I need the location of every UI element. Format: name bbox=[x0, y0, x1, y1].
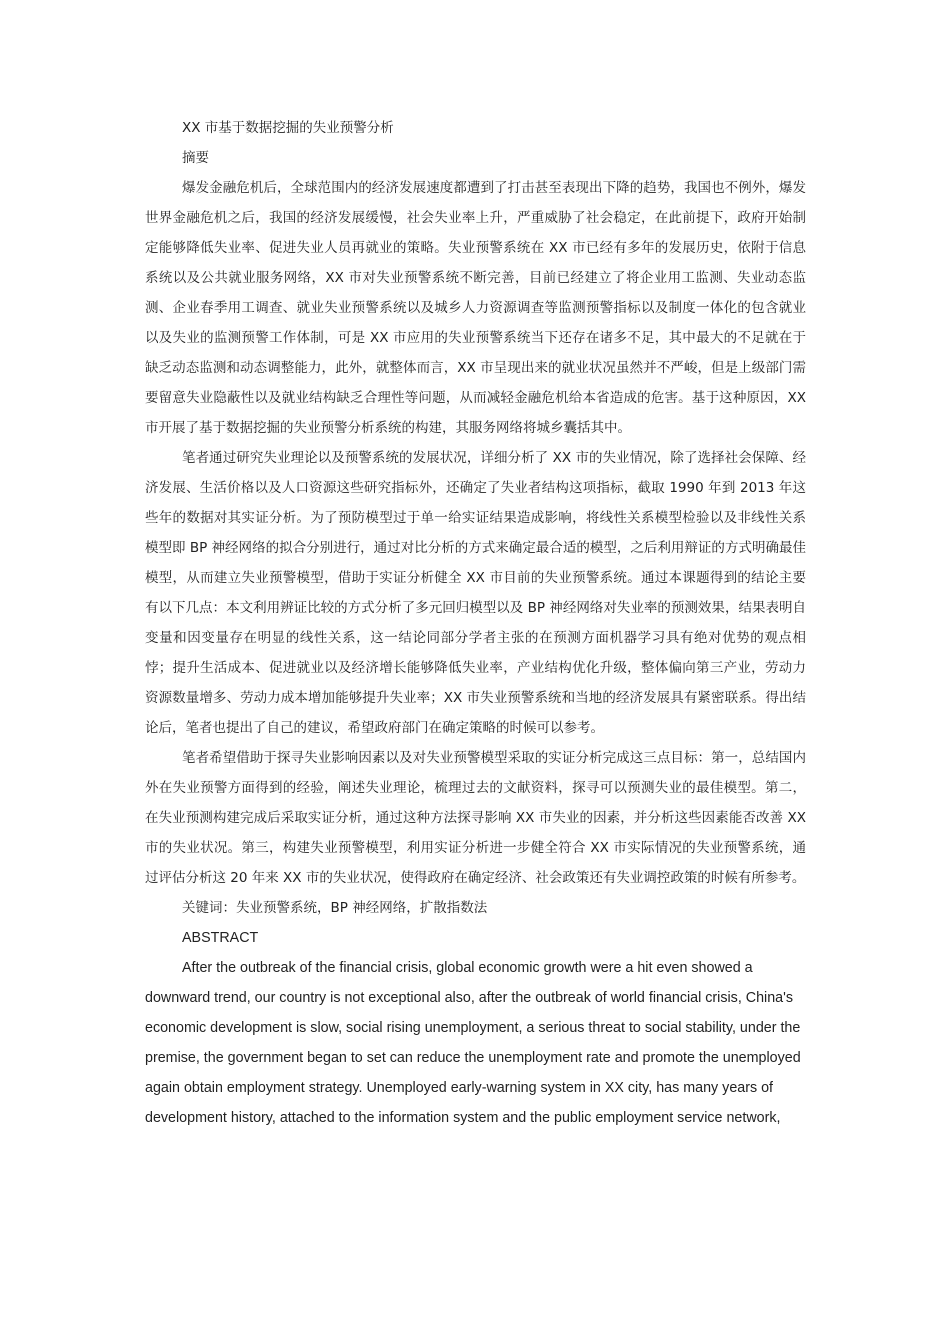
abstract-heading: 摘要 bbox=[182, 150, 209, 166]
document-page bbox=[145, 113, 806, 1133]
abstract-en-heading: ABSTRACT bbox=[182, 930, 259, 946]
abstract-en-paragraph: After the outbreak of the financial crisis, global economic growth were a hit even showed a downward trend, our country is not exceptional also, after the outbreak of world financial crisis, China's economic development is slow, social rising unemployment, a serious threat to social stability, under the premise, the government began to set can reduce the unemployment rate and promote the unemployed again obtain employment strategy. Unemployed early-warning system in XX city, has many years of development history, attached to the information system and the public employment service network, bbox=[145, 960, 801, 1126]
document-title: XX 市基于数据挖掘的失业预警分析 bbox=[182, 120, 394, 136]
abstract-paragraph-1: 爆发金融危机后，全球范围内的经济发展速度都遭到了打击甚至表现出下降的趋势，我国也不例外，爆发世界金融危机之后，我国的经济发展缓慢，社会失业率上升，严重威胁了社会稳定，在此前提下，政府开始制定能够降低失业率、促进失业人员再就业的策略。失业预警系统在 XX 市已经有多年的发展历史，依附于信息系统以及公共就业服务网络，XX 市对失业预警系统不断完善，目前已经建立了将企业用工监测、失业动态监测、企业春季用工调查、就业失业预警系统以及城乡人力资源调查等监测预警指标以及制度一体化的包含就业以及失业的监测预警工作体制，可是 XX 市应用的失业预警系统当下还存在诸多不足，其中最大的不足就在于缺乏动态监测和动态调整能力，此外，就整体而言，XX 市呈现出来的就业状况虽然并不严峻，但是上级部门需要留意失业隐蔽性以及就业结构缺乏合理性等问题，从而减轻金融危机给本省造成的危害。基于这种原因，XX 市开展了基于数据挖掘的失业预警分析系统的构建，其服务网络将城乡囊括其中。 bbox=[145, 180, 806, 436]
keywords-line: 关键词：失业预警系统，BP 神经网络，扩散指数法 bbox=[182, 900, 488, 916]
abstract-paragraph-2: 笔者通过研究失业理论以及预警系统的发展状况，详细分析了 XX 市的失业情况，除了选择社会保障、经济发展、生活价格以及人口资源这些研究指标外，还确定了失业者结构这项指标，截取 1990 年到 2013 年这些年的数据对其实证分析。为了预防模型过于单一给实证结果造成影响，将线性关系模型检验以及非线性关系模型即 BP 神经网络的拟合分别进行，通过对比分析的方式来确定最合适的模型，之后利用辩证的方式明确最佳模型，从而建立失业预警模型，借助于实证分析健全 XX 市目前的失业预警系统。通过本课题得到的结论主要有以下几点：本文利用辨证比较的方式分析了多元回归模型以及 BP 神经网络对失业率的预测效果，结果表明自变量和因变量存在明显的线性关系，这一结论同部分学者主张的在预测方面机器学习具有绝对优势的观点相悖；提升生活成本、促进就业以及经济增长能够降低失业率，产业结构优化升级，整体偏向第三产业，劳动力资源数量增多、劳动力成本增加能够提升失业率；XX 市失业预警系统和当地的经济发展具有紧密联系。得出结论后，笔者也提出了自己的建议，希望政府部门在确定策略的时候可以参考。 bbox=[145, 450, 806, 736]
abstract-paragraph-3: 笔者希望借助于探寻失业影响因素以及对失业预警模型采取的实证分析完成这三点目标：第一，总结国内外在失业预警方面得到的经验，阐述失业理论，梳理过去的文献资料，探寻可以预测失业的最佳模型。第二，在失业预测构建完成后采取实证分析，通过这种方法探寻影响 XX 市失业的因素，并分析这些因素能否改善 XX 市的失业状况。第三，构建失业预警模型，利用实证分析进一步健全符合 XX 市实际情况的失业预警系统，通过评估分析这 20 年来 XX 市的失业状况，使得政府在确定经济、社会政策还有失业调控政策的时候有所参考。 bbox=[145, 750, 806, 886]
